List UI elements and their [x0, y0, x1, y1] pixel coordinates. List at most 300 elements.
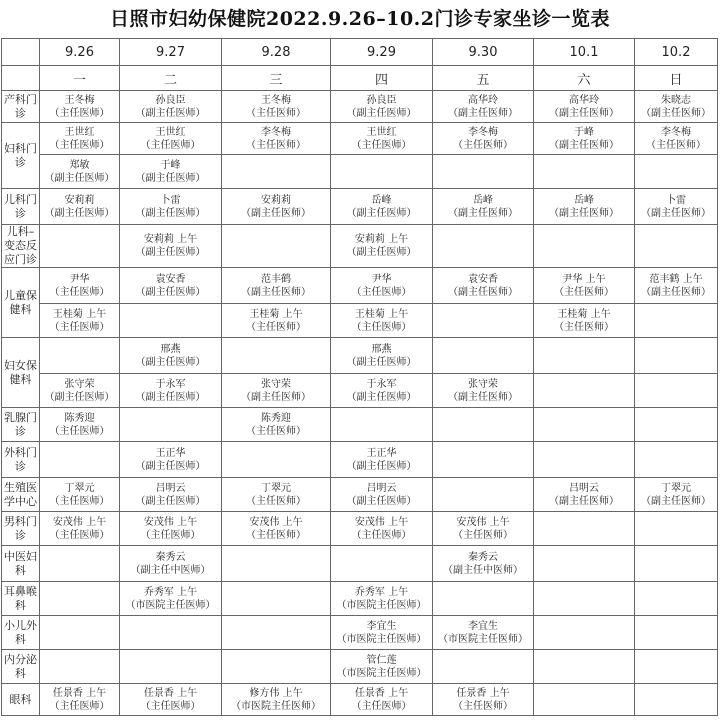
- doctor-name: 邢燕: [160, 343, 181, 355]
- schedule-row: [2, 374, 718, 408]
- doctor-cell: [534, 123, 635, 155]
- doctor-title: （副主任医师）: [135, 495, 206, 507]
- doctor-title: （副主任医师）: [448, 286, 518, 298]
- doctor-cell: [534, 546, 635, 582]
- doctor-title: （主任医师）: [49, 495, 110, 507]
- doctor-cell: [331, 338, 433, 374]
- doctor-name: 安茂伟 上午: [354, 516, 409, 528]
- doctor-cell: [534, 155, 635, 189]
- doctor-cell: [433, 582, 534, 616]
- doctor-cell: [433, 91, 534, 123]
- doctor-cell: [433, 189, 534, 225]
- doctor-name: 李宜生: [468, 620, 498, 632]
- department-cell: 外科门诊: [2, 442, 40, 478]
- doctor-cell: [331, 684, 433, 716]
- doctor-cell: [534, 512, 635, 546]
- doctor-cell: [222, 91, 331, 123]
- doctor-title: （副主任医师）: [448, 391, 518, 403]
- doctor-cell: [534, 189, 635, 225]
- doctor-cell: [331, 374, 433, 408]
- doctor-name: 任景香 上午: [456, 687, 510, 699]
- doctor-cell: [331, 268, 433, 304]
- doctor-title: （主任医师）: [246, 495, 306, 507]
- doctor-title: （副主任医师）: [448, 107, 518, 119]
- doctor-name: 李冬梅: [661, 126, 691, 138]
- doctor-name: 卜雷: [160, 194, 181, 206]
- doctor-name: 陈秀迎: [261, 412, 291, 424]
- schedule-row: [2, 338, 718, 374]
- header-weekdays-row: [2, 66, 718, 91]
- doctor-title: （副主任医师）: [641, 495, 711, 507]
- date-header: 9.28: [222, 39, 331, 66]
- doctor-name: 王冬梅: [64, 94, 95, 106]
- doctor-name: 于永军: [366, 378, 397, 390]
- doctor-title: （副主任医师）: [549, 107, 619, 119]
- doctor-cell: [120, 616, 222, 650]
- doctor-title: （市医院主任医师）: [336, 667, 427, 679]
- doctor-cell: [222, 478, 331, 512]
- doctor-name: 乔秀军 上午: [143, 586, 198, 598]
- doctor-title: （副主任医师）: [346, 247, 417, 258]
- doctor-title: （市医院主任医师）: [125, 599, 216, 611]
- doctor-name: 岳峰: [473, 194, 493, 206]
- doctor-cell: [534, 268, 635, 304]
- doctor-cell: [635, 478, 718, 512]
- schedule-row: [2, 155, 718, 189]
- doctor-cell: [635, 442, 718, 478]
- doctor-title: （主任医师）: [453, 700, 513, 712]
- schedule-row: [2, 684, 718, 716]
- department-cell: 儿科–变态反应门诊: [2, 225, 40, 268]
- department-cell: 内分泌科: [2, 650, 40, 684]
- doctor-cell: [331, 155, 433, 189]
- doctor-cell: [635, 374, 718, 408]
- department-cell: 中医妇科: [2, 546, 40, 582]
- doctor-cell: [120, 442, 222, 478]
- doctor-cell: [433, 304, 534, 338]
- doctor-name: 修方伟 上午: [249, 687, 303, 699]
- doctor-cell: [433, 123, 534, 155]
- weekday-header: 二: [120, 66, 222, 91]
- doctor-cell: [40, 225, 120, 268]
- doctor-name: 李冬梅: [261, 126, 291, 138]
- doctor-cell: [40, 338, 120, 374]
- doctor-cell: [222, 304, 331, 338]
- doctor-title: （主任医师）: [554, 321, 614, 333]
- department-cell: 小儿外科: [2, 616, 40, 650]
- doctor-name: 王正华: [155, 447, 186, 459]
- doctor-title: （主任医师）: [140, 139, 201, 151]
- doctor-cell: [120, 155, 222, 189]
- doctor-title: （副主任医师）: [346, 460, 417, 472]
- doctor-cell: [120, 189, 222, 225]
- doctor-cell: [222, 582, 331, 616]
- doctor-cell: [635, 512, 718, 546]
- doctor-cell: [222, 684, 331, 716]
- weekday-header: 三: [222, 66, 331, 91]
- doctor-name: 丁翠元: [64, 482, 95, 494]
- doctor-cell: [331, 650, 433, 684]
- weekday-header: 五: [433, 66, 534, 91]
- doctor-cell: [120, 268, 222, 304]
- doctor-cell: [331, 189, 433, 225]
- schedule-row: [2, 546, 718, 582]
- doctor-name: 王桂菊 上午: [52, 308, 107, 320]
- doctor-name: 陈秀迎: [64, 412, 95, 424]
- doctor-title: （主任医师）: [246, 321, 306, 333]
- doctor-name: 朱晓志: [661, 94, 691, 106]
- doctor-cell: [120, 91, 222, 123]
- date-header: 10.2: [635, 39, 718, 66]
- date-header: 10.1: [534, 39, 635, 66]
- department-cell: 生殖医学中心: [2, 478, 40, 512]
- doctor-name: 张守荣: [468, 378, 498, 390]
- doctor-cell: [635, 225, 718, 268]
- schedule-row: [2, 442, 718, 478]
- doctor-cell: [433, 268, 534, 304]
- doctor-title: （副主任医师）: [135, 247, 206, 258]
- doctor-title: （主任医师）: [49, 425, 110, 437]
- date-header: 9.29: [331, 39, 433, 66]
- department-cell: 乳腺门诊: [2, 408, 40, 442]
- doctor-title: （主任医师）: [351, 286, 412, 298]
- doctor-cell: [222, 123, 331, 155]
- doctor-cell: [635, 616, 718, 650]
- doctor-title: （副主任医师）: [241, 286, 311, 298]
- doctor-title: （市医院主任医师）: [438, 633, 528, 645]
- doctor-title: （副主任医师）: [135, 286, 206, 298]
- schedule-row: [2, 582, 718, 616]
- doctor-cell: [331, 225, 433, 268]
- doctor-cell: [534, 408, 635, 442]
- doctor-cell: [331, 442, 433, 478]
- doctor-cell: [433, 155, 534, 189]
- doctor-title: （主任医师）: [246, 107, 306, 119]
- doctor-cell: [40, 123, 120, 155]
- doctor-title: （副主任医师）: [641, 207, 711, 219]
- doctor-title: （副主任医师）: [44, 172, 115, 184]
- doctor-title: （副主任医师）: [549, 139, 619, 151]
- doctor-cell: [635, 650, 718, 684]
- doctor-name: 于永军: [155, 378, 186, 390]
- doctor-cell: [331, 123, 433, 155]
- doctor-title: （主任医师）: [246, 425, 306, 437]
- department-cell: 妇科门诊: [2, 123, 40, 189]
- doctor-cell: [40, 374, 120, 408]
- doctor-cell: [534, 374, 635, 408]
- doctor-cell: [433, 650, 534, 684]
- doctor-title: （市医院主任医师）: [336, 599, 427, 611]
- doctor-title: （副主任医师）: [346, 356, 417, 368]
- schedule-row: [2, 91, 718, 123]
- doctor-cell: [433, 546, 534, 582]
- doctor-title: （主任医师）: [49, 286, 110, 298]
- page-title: 日照市妇幼保健院2022.9.26–10.2门诊专家坐诊一览表: [109, 8, 611, 30]
- doctor-title: （市医院主任医师）: [336, 633, 427, 645]
- schedule-row: [2, 268, 718, 304]
- doctor-name: 安莉莉 上午: [143, 234, 198, 245]
- doctor-name: 安莉莉: [64, 194, 95, 206]
- doctor-cell: [222, 225, 331, 268]
- weekday-header: 四: [331, 66, 433, 91]
- doctor-name: 王桂菊 上午: [354, 308, 409, 320]
- doctor-name: 乔秀军 上午: [354, 586, 409, 598]
- corner-cell: [2, 66, 40, 91]
- doctor-cell: [40, 582, 120, 616]
- doctor-name: 郑敏: [69, 159, 90, 171]
- doctor-name: 丁翠元: [661, 482, 691, 494]
- doctor-cell: [534, 304, 635, 338]
- doctor-title: （副主任医师）: [549, 495, 619, 507]
- doctor-title: （副主任医师）: [346, 207, 417, 219]
- doctor-title: （副主任医师）: [44, 391, 115, 403]
- doctor-cell: [331, 91, 433, 123]
- doctor-cell: [331, 616, 433, 650]
- doctor-name: 吕明云: [569, 482, 599, 494]
- doctor-title: （副主任医师）: [346, 107, 417, 119]
- doctor-title: （主任医师）: [453, 139, 513, 151]
- doctor-cell: [120, 338, 222, 374]
- doctor-cell: [534, 684, 635, 716]
- doctor-cell: [331, 408, 433, 442]
- doctor-cell: [635, 123, 718, 155]
- doctor-cell: [331, 512, 433, 546]
- weekday-header: 日: [635, 66, 718, 91]
- doctor-title: （副主任医师）: [241, 207, 311, 219]
- department-cell: 妇女保健科: [2, 338, 40, 408]
- doctor-cell: [120, 225, 222, 268]
- doctor-title: （主任医师）: [246, 139, 306, 151]
- doctor-name: 尹华 上午: [562, 273, 606, 285]
- doctor-cell: [635, 684, 718, 716]
- doctor-cell: [40, 616, 120, 650]
- doctor-title: （副主任医师）: [346, 391, 417, 403]
- doctor-title: （副主任医师）: [448, 207, 518, 219]
- doctor-name: 李宜生: [366, 620, 397, 632]
- schedule-row: [2, 189, 718, 225]
- department-cell: 产科门诊: [2, 91, 40, 123]
- doctor-name: 丁翠元: [261, 482, 291, 494]
- doctor-title: （副主任医师）: [135, 207, 206, 219]
- schedule-row: [2, 478, 718, 512]
- doctor-cell: [635, 408, 718, 442]
- doctor-cell: [433, 338, 534, 374]
- doctor-cell: [222, 268, 331, 304]
- doctor-title: （主任医师）: [140, 700, 201, 712]
- doctor-cell: [433, 478, 534, 512]
- weekday-header: 一: [40, 66, 120, 91]
- department-cell: 儿科门诊: [2, 189, 40, 225]
- doctor-title: （副主任医师）: [135, 460, 206, 472]
- doctor-title: （主任医师）: [49, 700, 110, 712]
- doctor-title: （主任医师）: [351, 529, 412, 541]
- doctor-title: （主任医师）: [140, 529, 201, 541]
- doctor-name: 王桂菊 上午: [249, 308, 303, 320]
- doctor-name: 岳峰: [371, 194, 392, 206]
- doctor-cell: [331, 546, 433, 582]
- doctor-cell: [331, 478, 433, 512]
- doctor-title: （副主任中医师）: [130, 564, 211, 576]
- doctor-title: （副主任医师）: [641, 286, 711, 298]
- doctor-cell: [534, 225, 635, 268]
- doctor-name: 安莉莉 上午: [354, 234, 409, 245]
- doctor-title: （主任医师）: [49, 107, 110, 119]
- doctor-name: 王世红: [64, 126, 95, 138]
- doctor-cell: [534, 582, 635, 616]
- doctor-title: （副主任医师）: [135, 356, 206, 368]
- doctor-name: 安茂伟 上午: [456, 516, 510, 528]
- doctor-name: 吕明云: [366, 482, 397, 494]
- doctor-name: 安茂伟 上午: [52, 516, 107, 528]
- department-cell: 儿童保健科: [2, 268, 40, 338]
- doctor-cell: [635, 155, 718, 189]
- doctor-name: 范丰鹤 上午: [649, 273, 703, 285]
- doctor-title: （主任医师）: [351, 700, 412, 712]
- doctor-name: 任景香 上午: [52, 687, 107, 699]
- schedule-row: [2, 304, 718, 338]
- doctor-cell: [120, 374, 222, 408]
- weekday-header: 六: [534, 66, 635, 91]
- doctor-name: 尹华: [69, 273, 90, 285]
- doctor-cell: [534, 91, 635, 123]
- doctor-title: （副主任医师）: [346, 495, 417, 507]
- schedule-row: [2, 225, 718, 268]
- doctor-cell: [222, 374, 331, 408]
- doctor-name: 王世红: [155, 126, 186, 138]
- date-header: 9.26: [40, 39, 120, 66]
- doctor-title: （主任医师）: [49, 321, 110, 333]
- doctor-title: （副主任医师）: [135, 172, 206, 184]
- doctor-cell: [534, 650, 635, 684]
- doctor-cell: [120, 650, 222, 684]
- doctor-cell: [120, 546, 222, 582]
- doctor-cell: [40, 512, 120, 546]
- doctor-cell: [433, 616, 534, 650]
- doctor-name: 任景香 上午: [143, 687, 198, 699]
- doctor-name: 孙良臣: [366, 94, 397, 106]
- schedule-row: [2, 650, 718, 684]
- department-cell: 男科门诊: [2, 512, 40, 546]
- doctor-title: （副主任中医师）: [443, 564, 523, 576]
- doctor-cell: [635, 268, 718, 304]
- doctor-name: 于峰: [574, 126, 594, 138]
- schedule-row: [2, 408, 718, 442]
- doctor-cell: [222, 338, 331, 374]
- doctor-name: 任景香 上午: [354, 687, 409, 699]
- doctor-cell: [120, 408, 222, 442]
- doctor-name: 秦秀云: [155, 551, 186, 563]
- doctor-title: （主任医师）: [351, 321, 412, 333]
- doctor-cell: [40, 684, 120, 716]
- doctor-title: （副主任医师）: [241, 391, 311, 403]
- doctor-cell: [40, 268, 120, 304]
- doctor-title: （副主任医师）: [135, 391, 206, 403]
- doctor-cell: [222, 408, 331, 442]
- doctor-cell: [222, 616, 331, 650]
- doctor-cell: [433, 408, 534, 442]
- doctor-cell: [40, 546, 120, 582]
- doctor-cell: [433, 374, 534, 408]
- doctor-cell: [331, 304, 433, 338]
- doctor-name: 岳峰: [574, 194, 594, 206]
- date-header: 9.27: [120, 39, 222, 66]
- doctor-name: 李冬梅: [468, 126, 498, 138]
- doctor-name: 袁安香: [468, 273, 498, 285]
- department-cell: 耳鼻喉科: [2, 582, 40, 616]
- doctor-cell: [635, 91, 718, 123]
- doctor-cell: [222, 546, 331, 582]
- doctor-cell: [534, 478, 635, 512]
- doctor-cell: [40, 155, 120, 189]
- department-cell: 眼科: [2, 684, 40, 716]
- doctor-cell: [222, 442, 331, 478]
- doctor-name: 袁安香: [155, 273, 186, 285]
- doctor-cell: [40, 478, 120, 512]
- doctor-cell: [635, 304, 718, 338]
- doctor-cell: [120, 123, 222, 155]
- doctor-title: （主任医师）: [646, 139, 706, 151]
- doctor-cell: [120, 582, 222, 616]
- doctor-name: 王桂菊 上午: [557, 308, 611, 320]
- doctor-name: 于峰: [160, 159, 181, 171]
- doctor-title: （主任医师）: [453, 529, 513, 541]
- doctor-title: （主任医师）: [49, 139, 110, 151]
- doctor-name: 王冬梅: [261, 94, 291, 106]
- doctor-title: （副主任医师）: [641, 107, 711, 119]
- doctor-title: （市医院主任医师）: [231, 700, 321, 712]
- doctor-name: 安茂伟 上午: [249, 516, 303, 528]
- doctor-title: （主任医师）: [49, 529, 110, 541]
- doctor-cell: [433, 512, 534, 546]
- date-header: 9.30: [433, 39, 534, 66]
- doctor-title: （副主任医师）: [44, 207, 115, 219]
- header-dates-row: [2, 39, 718, 66]
- doctor-cell: [534, 338, 635, 374]
- doctor-cell: [222, 155, 331, 189]
- schedule-row: [2, 123, 718, 155]
- doctor-cell: [40, 408, 120, 442]
- doctor-cell: [433, 442, 534, 478]
- doctor-cell: [222, 189, 331, 225]
- doctor-name: 王正华: [366, 447, 397, 459]
- doctor-name: 吕明云: [155, 482, 186, 494]
- doctor-cell: [40, 442, 120, 478]
- doctor-cell: [331, 582, 433, 616]
- schedule-row: [2, 616, 718, 650]
- doctor-name: 王世红: [366, 126, 397, 138]
- doctor-cell: [635, 582, 718, 616]
- corner-cell: [2, 39, 40, 66]
- schedule-row: [2, 512, 718, 546]
- doctor-cell: [534, 442, 635, 478]
- doctor-title: （主任医师）: [351, 139, 412, 151]
- doctor-name: 邢燕: [371, 343, 392, 355]
- doctor-cell: [635, 338, 718, 374]
- doctor-cell: [40, 650, 120, 684]
- doctor-cell: [433, 684, 534, 716]
- doctor-name: 张守荣: [261, 378, 291, 390]
- doctor-name: 高华玲: [468, 94, 498, 106]
- doctor-name: 孙良臣: [155, 94, 186, 106]
- doctor-name: 尹华: [371, 273, 392, 285]
- doctor-title: （主任医师）: [554, 286, 614, 298]
- doctor-cell: [40, 189, 120, 225]
- doctor-name: 安茂伟 上午: [143, 516, 198, 528]
- doctor-cell: [40, 304, 120, 338]
- doctor-title: （副主任医师）: [549, 207, 619, 219]
- doctor-cell: [120, 512, 222, 546]
- schedule-table: [1, 38, 718, 716]
